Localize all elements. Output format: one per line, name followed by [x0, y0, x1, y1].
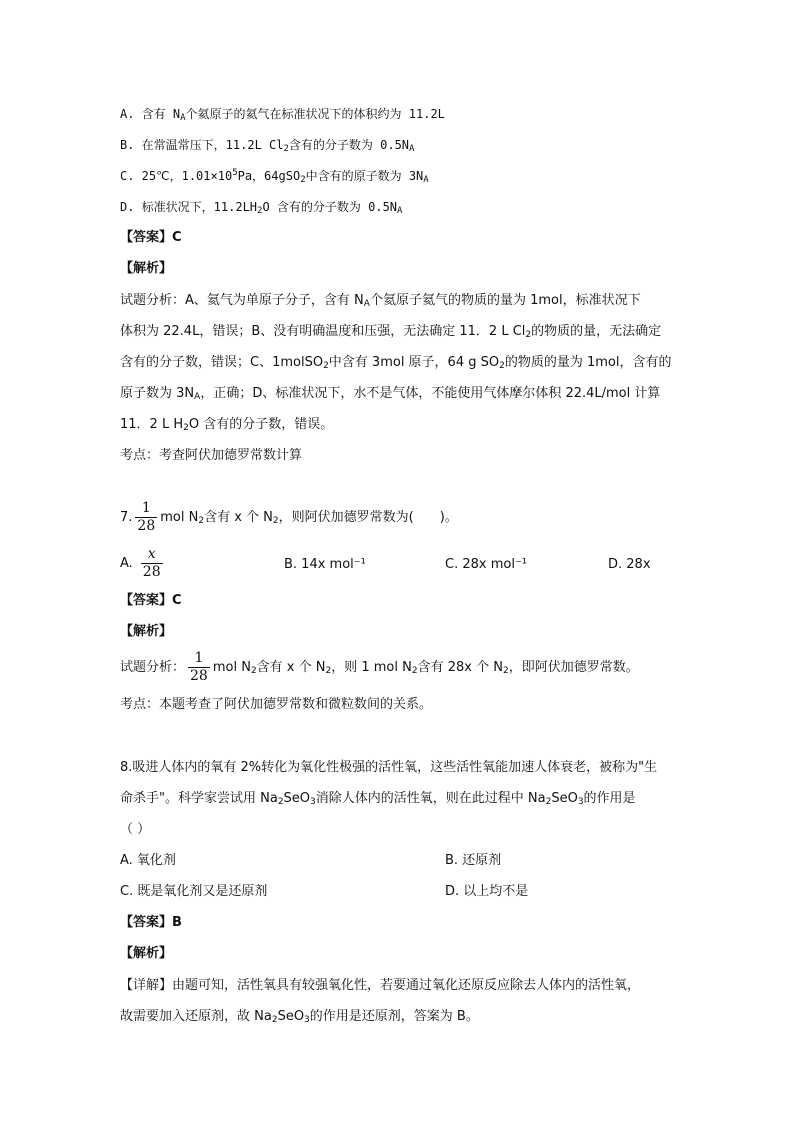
q6-kaodian: 考点：考查阿伏加德罗常数计算: [120, 448, 303, 463]
q8-option-a: A. 氧化剂: [120, 853, 176, 868]
q7-stem: 7. $\frac{1}{28}$ mol $N_2$含有 x 个 $N_2$，则阿伏加德罗常数为( )。: [120, 500, 458, 534]
q7-fraction: $\frac{1}{28}$: [137, 500, 156, 534]
q8-detail-line2: 故需要加入还原剂，故 $Na_2SeO_3$的作用是还原剂，答案为 B。: [120, 1009, 479, 1025]
q7-answer: 【答案】C: [120, 593, 182, 608]
q6-option-d: D. 标准状况下，$11.2LH_2O$ 含有的分子数为 $0.5N_A$: [120, 200, 403, 216]
q8-option-c: C. 既是氧化剂又是还原剂: [120, 884, 268, 899]
q7-kaodian: 考点：本题考查了阿伏加德罗常数和微粒数间的关系。: [120, 697, 433, 712]
q7-analysis: 试题分析： $\frac{1}{28}$ mol $N_2$含有 x 个 $N_2$，则 1 mol $N_2$含有 28x 个 $N_2$，即阿伏加德罗常数。: [120, 650, 639, 684]
q8-option-b: B. 还原剂: [445, 853, 502, 868]
q7-analysis-fraction: $\frac{1}{28}$: [190, 650, 208, 684]
q7-option-a: A. $\frac{x}{28}$: [120, 546, 161, 580]
q8-answer: 【答案】B: [120, 915, 182, 930]
q8-detail-line1: 【详解】由题可知，活性氧具有较强氧化性，若要通过氧化还原反应除去人体内的活性氧，: [120, 978, 641, 993]
q6-analysis-line5: 11．2 L $H_2O$ 含有的分子数，错误。: [120, 417, 334, 433]
q8-option-d: D. 以上均不是: [445, 884, 529, 899]
q8-stem-line1: 8.吸进人体内的氧有 2%转化为氧化性极强的活性氧，这些活性氧能加速人体衰老，被称为"生: [120, 760, 658, 775]
q6-analysis-line3: 含有的分子数，错误；C、1molSO$_2$中含有 3mol 原子，64 g $SO_2$的物质的量为 1mol，含有的: [120, 355, 672, 371]
q7-analysis-label: 【解析】: [120, 624, 173, 639]
q6-analysis-label: 【解析】: [120, 261, 173, 276]
q6-option-a: A. 含有 $N_A$个氦原子的氦气在标准状况下的体积约为 11.2L: [120, 107, 445, 123]
q6-option-b: B. 在常温常压下，11.2L $Cl_2$含有的分子数为 $0.5N_A$: [120, 138, 415, 154]
q7-option-c: C. 28x mol⁻¹: [445, 557, 528, 572]
q8-stem-line3: （ ）: [120, 822, 151, 837]
q7-option-d: D. 28x: [608, 557, 651, 572]
q6-analysis-line1: 试题分析：A、氦气为单原子分子，含有 $N_A$个氦原子氦气的物质的量为 1mol，标准状况下: [120, 293, 641, 309]
q6-analysis-line4: 原子数为 $3N_A$，正确；D、标准状况下，水不是气体，不能使用气体摩尔体积 22.4L/mol 计算: [120, 386, 661, 402]
q6-option-c: C. 25℃，$1.01\times 10^5Pa$，64gSO$_2$中含有的原子数为 $3N_A$: [120, 168, 429, 185]
q7-option-b: B. 14x mol⁻¹: [284, 557, 366, 572]
q6-analysis-line2: 体积为 22.4L，错误；B、没有明确温度和压强，无法确定 11．2 L $Cl_2$的物质的量，无法确定: [120, 324, 662, 340]
q6-answer: 【答案】C: [120, 230, 182, 245]
q8-stem-line2: 命杀手"。科学家尝试用 $Na_2SeO_3$消除人体内的活性氧，则在此过程中 $Na_2SeO_3$的作用是: [120, 791, 636, 807]
q8-analysis-label: 【解析】: [120, 946, 173, 961]
